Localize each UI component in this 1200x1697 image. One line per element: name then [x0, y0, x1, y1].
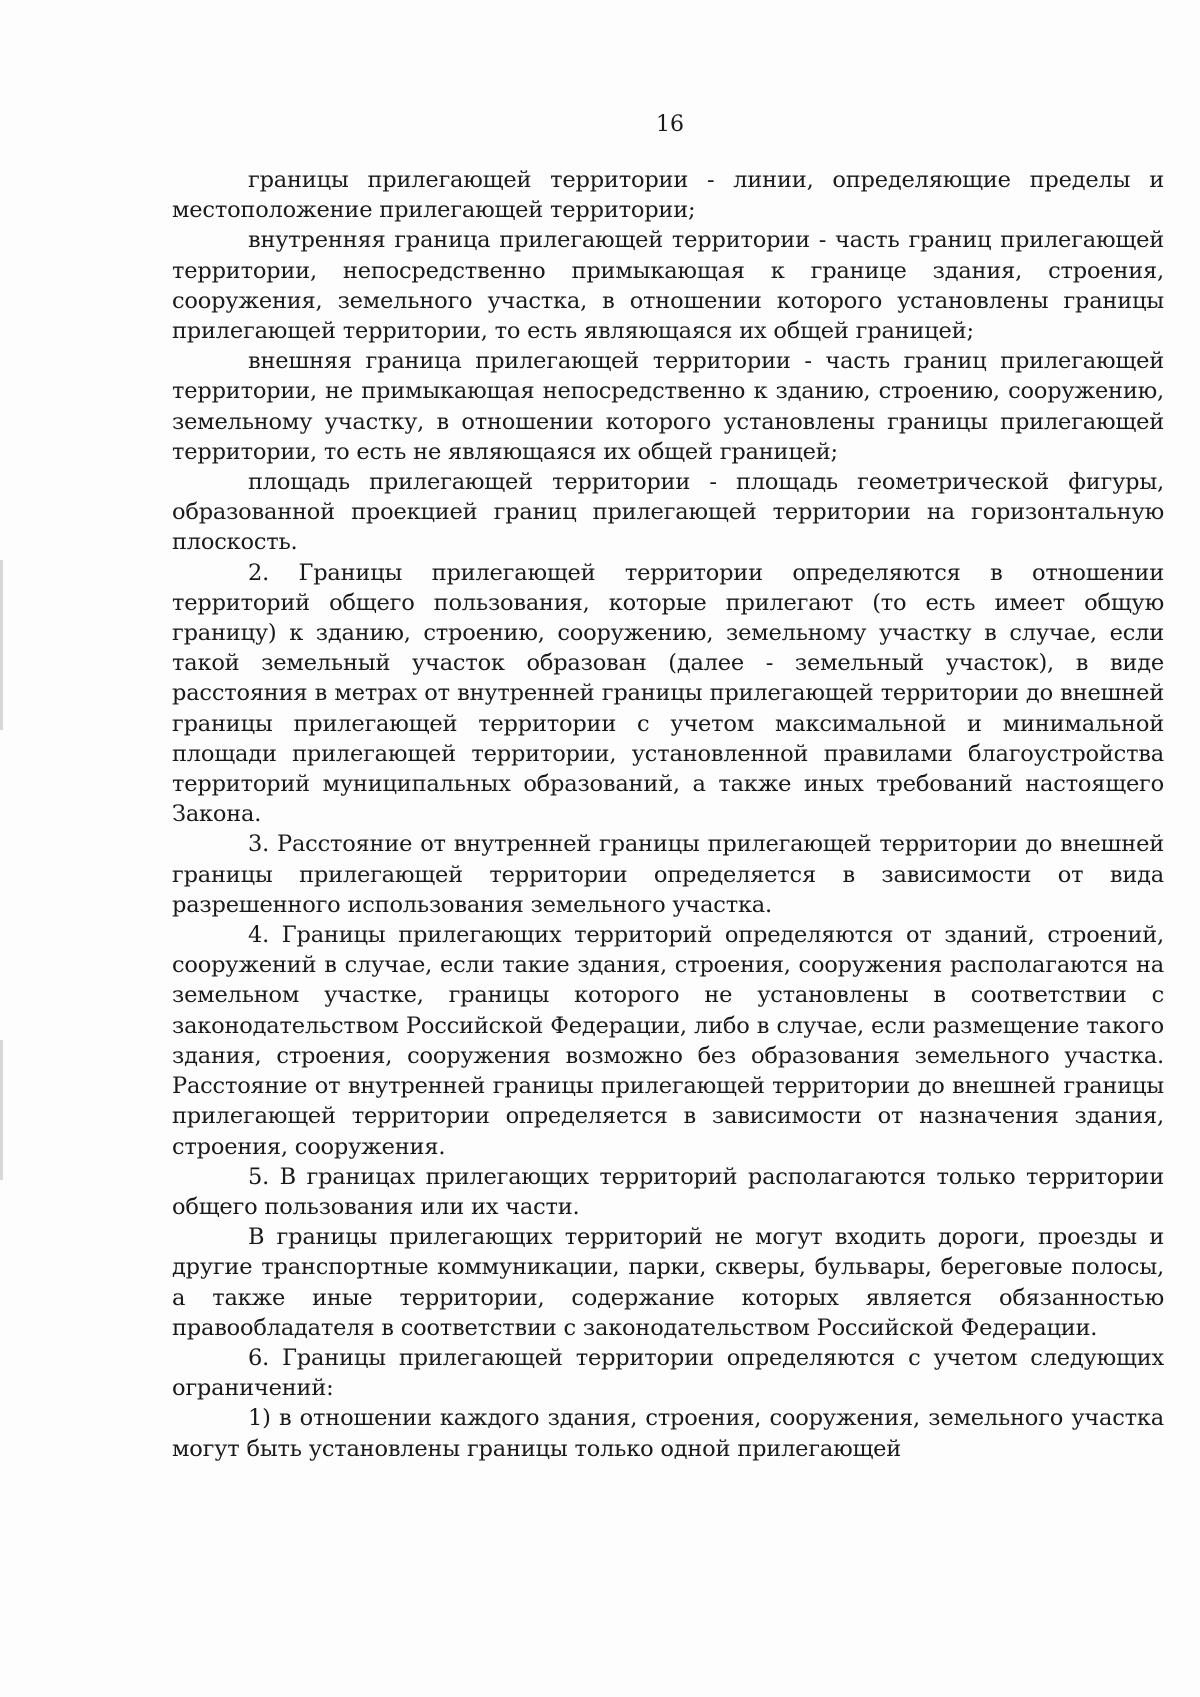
paragraph: 1) в отношении каждого здания, строения, сооружения, земельного участка могут быть установлены границы только одной прилегающей	[172, 1405, 1164, 1462]
page-number: 16	[656, 112, 684, 137]
paragraph: 4. Границы прилегающих территорий определяются от зданий, строений, сооружений в случае, если такие здания, строения, сооружения располагаются на земельном участке, границы которого не установлены в соответствии с законодательством Российской Федерации, либо в случае, если размещение такого здания, строения, сооружения возможно без образования земельного участка. Расстояние от внутренней границы прилегающей территории до внешней границы прилегающей территории определяется в зависимости от назначения здания, строения, сооружения.	[172, 922, 1164, 1160]
paragraph: В границы прилегающих территорий не могут входить дороги, проезды и другие транспортные коммуникации, парки, скверы, бульвары, береговые полосы, а также иные территории, содержание которых является обязанностью правообладателя в соответствии с законодательством Российской Федерации.	[172, 1224, 1164, 1341]
paragraph: 5. В границах прилегающих территорий располагаются только территории общего пользования или их части.	[172, 1163, 1164, 1220]
scan-edge-mark	[0, 560, 3, 730]
paragraph: площадь прилегающей территории - площадь геометрической фигуры, образованной проекцией границ прилегающей территории на горизонтальную плоскость.	[172, 469, 1164, 556]
paragraph: внешняя граница прилегающей территории - часть границ прилегающей территории, не примыкающая непосредственно к зданию, строению, сооружению, земельному участку, в отношении которого установлены границы прилегающей территории, то есть не являющаяся их общей границей;	[172, 348, 1164, 465]
paragraph: 6. Границы прилегающей территории определяются с учетом следующих ограничений:	[172, 1344, 1164, 1402]
paragraph: границы прилегающей территории - линии, определяющие пределы и местоположение прилегающей территории;	[172, 167, 1164, 224]
document-body	[172, 165, 1164, 1464]
paragraph: внутренняя граница прилегающей территории - часть границ прилегающей территории, непосредственно примыкающая к границе здания, строения, сооружения, земельного участка, в отношении которого установлены границы прилегающей территории, то есть являющаяся их общей границей;	[172, 227, 1164, 345]
paragraph: 2. Границы прилегающей территории определяются в отношении территорий общего пользования, которые прилегают (то есть имеет общую границу) к зданию, строению, сооружению, земельному участку в случае, если такой земельный участок образован (далее - земельный участок), в виде расстояния в метрах от внутренней границы прилегающей территории до внешней границы прилегающей территории с учетом максимальной и минимальной площади прилегающей территории, установленной правилами благоустройства территорий муниципальных образований, а также иных требований настоящего Закона.	[172, 559, 1164, 828]
scan-edge-mark	[0, 1040, 3, 1180]
paragraph: 3. Расстояние от внутренней границы прилегающей территории до внешней границы прилегающей территории определяется в зависимости от вида разрешенного использования земельного участка.	[172, 831, 1164, 918]
